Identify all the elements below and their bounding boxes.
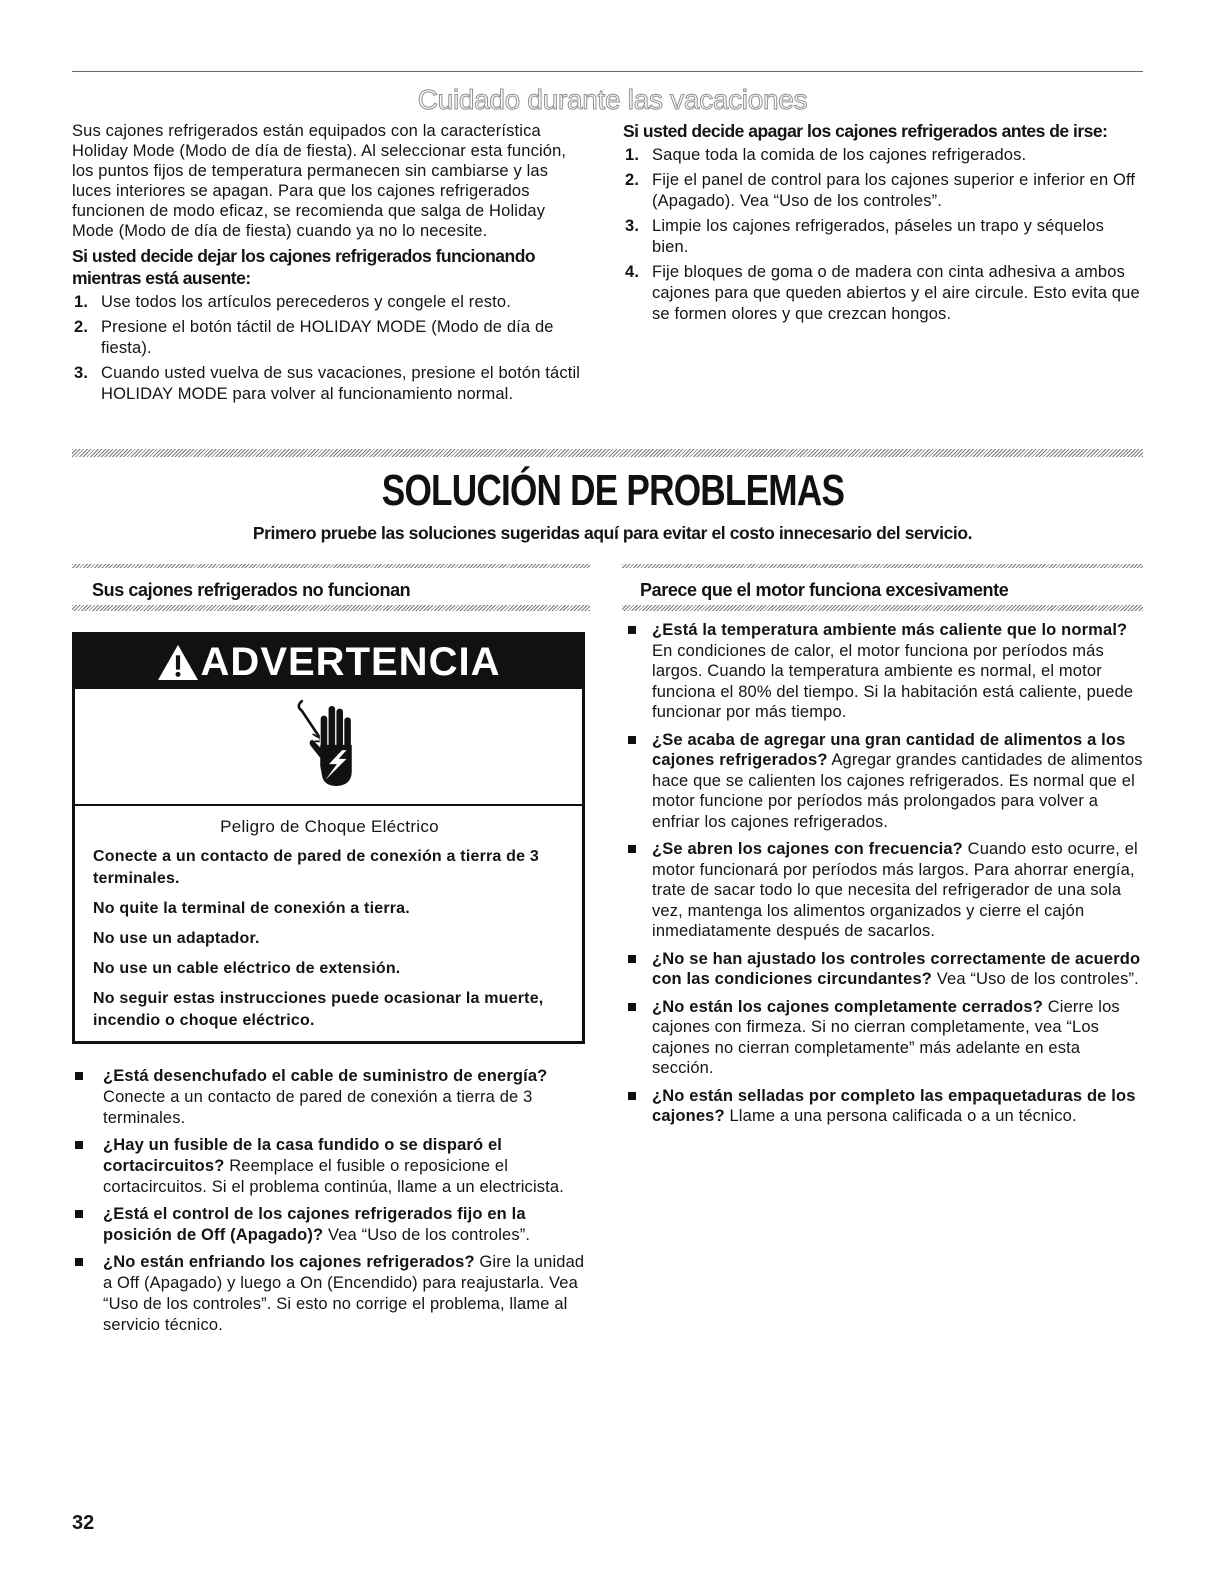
list-item <box>72 1252 590 1336</box>
step-item <box>623 216 1143 258</box>
page-number: 32 <box>72 1512 95 1534</box>
list-item <box>623 620 1143 723</box>
item-question: ¿Está la temperatura ambiente más caliente que lo normal? <box>652 621 1128 639</box>
step-number: 4. <box>625 263 640 281</box>
step-number: 3. <box>625 217 640 235</box>
square-bullet-icon <box>628 626 636 634</box>
warning-triangle-icon <box>157 643 201 681</box>
list-item <box>623 730 1143 833</box>
stay-heading: Si usted decide dejar los cajones refrigerados funcionando mientras está ausente: <box>72 246 536 288</box>
step-item <box>623 145 1143 166</box>
step-item <box>72 317 588 359</box>
off-steps-list <box>623 145 1143 325</box>
list-item <box>623 949 1143 990</box>
item-answer: Agregar grandes cantidades de alimentos hace que se calienten los cajones refrigerados. Es normal que el motor funcione por períodos más prolongados para volver a enfriar los cajones refrigerados. <box>652 751 1143 831</box>
section-header-motor <box>622 564 1143 611</box>
step-item <box>72 363 588 405</box>
item-question: ¿No están selladas por completo las empaquetaduras de los cajones? <box>652 1086 1136 1125</box>
warning-box <box>72 632 585 1044</box>
item-answer: Cierre los cajones con firmeza. Si no cierran completamente, vea “Los cajones no cierran completamente” más adelante en esta sección. <box>652 997 1120 1077</box>
step-number: 3. <box>74 364 89 382</box>
square-bullet-icon <box>75 1141 83 1149</box>
step-text: Cuando usted vuelva de sus vacaciones, presione el botón táctil HOLIDAY MODE para volver al funcionamiento normal. <box>101 364 581 403</box>
item-question: ¿Hay un fusible de la casa fundido o se disparó el cortacircuitos? <box>103 1136 503 1175</box>
hatched-rule <box>72 605 590 611</box>
item-question: ¿No están los cajones completamente cerrados? <box>652 997 1043 1016</box>
item-question: ¿No se han ajustado los controles correctamente de acuerdo con las condiciones circundantes? <box>652 949 1141 988</box>
warning-instruction: No use un adaptador. <box>93 930 260 947</box>
step-item <box>623 170 1143 212</box>
item-answer: Vea “Uso de los controles”. <box>936 970 1139 988</box>
step-text: Saque toda la comida de los cajones refrigerados. <box>652 146 1027 164</box>
item-answer: En condiciones de calor, el motor funciona por períodos más largos. Cuando la temperatura ambiente es normal, el motor funciona el 80% del tiempo. Si la habitación está caliente, puede funcionar por más tiempo. <box>652 641 1134 721</box>
square-bullet-icon <box>75 1258 83 1266</box>
not-working-items <box>72 1066 590 1336</box>
step-number: 1. <box>74 293 89 311</box>
square-bullet-icon <box>628 736 636 744</box>
step-text: Fije bloques de goma o de madera con cinta adhesiva a ambos cajones para que queden abiertos y el aire circule. Esto evita que se formen olores y que crezcan hongos. <box>652 263 1140 323</box>
step-text: Presione el botón táctil de HOLIDAY MODE (Modo de día de fiesta). <box>101 318 554 357</box>
list-item <box>72 1135 590 1198</box>
step-number: 2. <box>74 318 89 336</box>
not-working-column <box>72 632 590 1342</box>
list-item <box>623 839 1143 942</box>
top-rule <box>72 71 1143 72</box>
item-question: ¿Se abren los cajones con frecuencia? <box>652 840 963 858</box>
square-bullet-icon <box>628 1003 636 1011</box>
vacation-intro: Sus cajones refrigerados están equipados con la característica Holiday Mode (Modo de día de fiesta). Al seleccionar esta función, los puntos fijos de temperatura permanecen sin cambiarse y las luces interiores se apagan. Para que los cajones refrigerados funcionen de modo eficaz, se recomienda que salga de Holiday Mode (Modo de día de fiesta) cuando ya no lo necesite. <box>72 122 567 240</box>
step-text: Limpie los cajones refrigerados, páseles un trapo y séquelos bien. <box>652 217 1105 256</box>
section-heading: Sus cajones refrigerados no funcionan <box>92 580 411 600</box>
hatched-divider <box>72 449 1143 457</box>
warning-instruction: Conecte a un contacto de pared de conexión a tierra de 3 terminales. <box>93 848 539 887</box>
step-item <box>72 292 588 313</box>
vacation-right-column <box>623 121 1143 329</box>
warning-instruction: No seguir estas instrucciones puede ocasionar la muerte, incendio o choque eléctrico. <box>93 990 544 1029</box>
list-item <box>623 997 1143 1079</box>
item-question: ¿No están enfriando los cajones refrigerados? <box>103 1253 475 1271</box>
square-bullet-icon <box>628 845 636 853</box>
item-answer: Conecte a un contacto de pared de conexión a tierra de 3 terminales. <box>103 1088 533 1127</box>
list-item <box>623 1086 1143 1127</box>
step-item <box>623 262 1143 325</box>
square-bullet-icon <box>628 955 636 963</box>
hazard-title: Peligro de Choque Eléctrico <box>220 817 439 836</box>
square-bullet-icon <box>628 1092 636 1100</box>
section-heading: Parece que el motor funciona excesivamente <box>640 580 1009 600</box>
motor-column <box>623 620 1143 1134</box>
hatched-rule <box>72 564 590 568</box>
vacation-left-column <box>72 121 588 409</box>
troubleshooting-title: SOLUCIÓN DE PROBLEMAS <box>381 466 844 515</box>
list-item <box>72 1204 590 1246</box>
item-answer: Reemplace el fusible o reposicione el cortacircuitos. Si el problema continúa, llame a un electricista. <box>103 1157 564 1196</box>
warning-instruction: No quite la terminal de conexión a tierra. <box>93 900 410 917</box>
item-answer: Llame a una persona calificada o a un técnico. <box>729 1107 1077 1125</box>
warning-header <box>75 635 582 689</box>
item-question: ¿Está desenchufado el cable de suministro de energía? <box>103 1067 548 1085</box>
item-question: ¿Se acaba de agregar una gran cantidad de alimentos a los cajones refrigerados? <box>652 730 1126 769</box>
hatched-rule <box>622 605 1143 611</box>
item-answer: Cuando esto ocurre, el motor funcionará por períodos más largos. Para ahorrar energía, trate de sacar todo lo que necesita del refrigerador de una sola vez, mantenga los alimentos organizados y cierre el cajón inmediatamente después de sacarlos. <box>652 840 1138 940</box>
item-answer: Vea “Uso de los controles”. <box>327 1226 531 1244</box>
step-text: Fije el panel de control para los cajones superior e inferior en Off (Apagado). Vea “Uso de los controles”. <box>652 171 1136 210</box>
vacation-section-title: Cuidado durante las vacaciones <box>417 84 808 115</box>
section-header-not-working <box>72 564 590 611</box>
item-question: ¿Está el control de los cajones refrigerados fijo en la posición de Off (Apagado)? <box>103 1205 526 1244</box>
warning-text <box>75 806 582 1041</box>
step-number: 2. <box>625 171 640 189</box>
electric-shock-hand-icon <box>294 692 364 801</box>
motor-items <box>623 620 1143 1127</box>
hatched-rule <box>622 564 1143 568</box>
off-heading: Si usted decide apagar los cajones refrigerados antes de irse: <box>623 121 1108 141</box>
stay-steps-list <box>72 292 588 405</box>
troubleshooting-subtitle: Primero pruebe las soluciones sugeridas aquí para evitar el costo innecesario del servicio. <box>252 523 973 543</box>
list-item <box>72 1066 590 1129</box>
square-bullet-icon <box>75 1072 83 1080</box>
item-answer: Gire la unidad a Off (Apagado) y luego a On (Encendido) para reajustarla. Vea “Uso de los controles”. Si esto no corrige el problema, llame al servicio técnico. <box>103 1253 585 1334</box>
step-number: 1. <box>625 146 640 164</box>
warning-label: ADVERTENCIA <box>200 640 501 684</box>
square-bullet-icon <box>75 1210 83 1218</box>
warning-instruction: No use un cable eléctrico de extensión. <box>93 960 401 977</box>
troubleshooting-title-row <box>0 466 1225 526</box>
step-text: Use todos los artículos perecederos y congele el resto. <box>101 293 511 311</box>
warning-icon-area <box>75 689 582 804</box>
